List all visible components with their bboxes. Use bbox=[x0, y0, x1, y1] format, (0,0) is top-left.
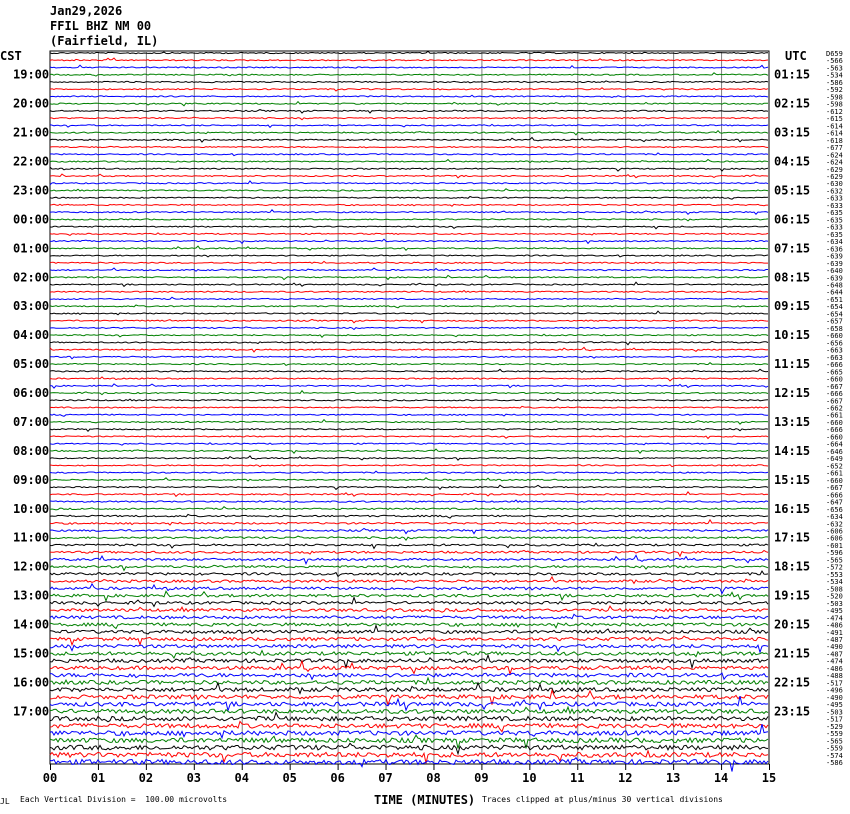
trace-offset-label: -660 bbox=[826, 476, 843, 485]
left-hour-label: 22:00 bbox=[13, 154, 50, 169]
trace-offset-label: -486 bbox=[826, 664, 843, 673]
trace-offset-label: -517 bbox=[826, 715, 843, 724]
trace-offset-label: -639 bbox=[826, 252, 843, 261]
trace-offset-label: -665 bbox=[826, 368, 843, 377]
trace-line bbox=[50, 507, 768, 510]
station-code: FFIL BHZ NM 00 bbox=[50, 19, 152, 33]
trace-offset-label: -654 bbox=[826, 303, 843, 312]
trace-offset-label: -635 bbox=[826, 209, 843, 218]
trace-line bbox=[50, 356, 768, 359]
left-hour-label: 11:00 bbox=[13, 530, 50, 545]
trace-line bbox=[50, 758, 768, 772]
trace-offset-label: -566 bbox=[826, 57, 843, 66]
trace-offset-label: -508 bbox=[826, 585, 843, 594]
trace-line bbox=[50, 536, 768, 540]
left-hour-label: 23:00 bbox=[13, 183, 50, 198]
trace-offset-label: -633 bbox=[826, 223, 843, 232]
trace-line bbox=[50, 384, 768, 388]
left-hour-label: 15:00 bbox=[13, 646, 50, 661]
left-hour-label: 10:00 bbox=[13, 501, 50, 516]
trace-offset-label: -634 bbox=[826, 513, 843, 522]
right-hour-label: 15:15 bbox=[774, 472, 811, 487]
trace-offset-label: -488 bbox=[826, 672, 843, 681]
trace-line bbox=[50, 363, 768, 366]
trace-line bbox=[50, 606, 768, 612]
trace-offset-label: -495 bbox=[826, 607, 843, 616]
trace-offset-label: -636 bbox=[826, 245, 843, 254]
right-hour-label: 21:15 bbox=[774, 646, 811, 661]
trace-offset-label: -630 bbox=[826, 180, 843, 189]
left-hour-label: 05:00 bbox=[13, 357, 50, 372]
trace-line bbox=[50, 655, 768, 668]
trace-offset-label: -664 bbox=[826, 440, 843, 449]
trace-line bbox=[50, 167, 768, 171]
trace-line bbox=[50, 153, 768, 156]
right-hour-label: 16:15 bbox=[774, 501, 811, 516]
right-hour-label: 03:15 bbox=[774, 125, 811, 140]
trace-line bbox=[50, 95, 768, 97]
right-hour-label: 18:15 bbox=[774, 559, 811, 574]
trace-line bbox=[50, 577, 768, 584]
right-hour-label: 11:15 bbox=[774, 357, 811, 372]
trace-line bbox=[50, 420, 768, 425]
left-hour-label: 03:00 bbox=[13, 299, 50, 314]
trace-line bbox=[50, 347, 768, 352]
trace-line bbox=[50, 514, 768, 518]
trace-line bbox=[50, 713, 768, 722]
trace-offset-label: -663 bbox=[826, 353, 843, 362]
trace-line bbox=[50, 255, 768, 257]
trace-line bbox=[50, 124, 768, 127]
trace-line bbox=[50, 189, 768, 192]
trace-offset-label: -606 bbox=[826, 534, 843, 543]
right-hour-label: 08:15 bbox=[774, 270, 811, 285]
trace-offset-label: -586 bbox=[826, 759, 843, 767]
trace-offset-label: -559 bbox=[826, 744, 843, 753]
trace-offset-label: -633 bbox=[826, 201, 843, 210]
x-tick-label: 00 bbox=[42, 771, 58, 785]
trace-offset-label: -667 bbox=[826, 397, 843, 406]
trace-offset-label: -598 bbox=[826, 100, 843, 109]
trace-offset-label: -553 bbox=[826, 570, 843, 579]
trace-offset-label: -654 bbox=[826, 310, 843, 319]
trace-offset-label: -648 bbox=[826, 281, 843, 290]
trace-offset-label: -660 bbox=[826, 418, 843, 427]
trace-line bbox=[50, 181, 768, 185]
trace-line bbox=[50, 334, 768, 337]
left-hour-label: 02:00 bbox=[13, 270, 50, 285]
trace-offset-label: -667 bbox=[826, 382, 843, 391]
trace-line bbox=[50, 138, 768, 143]
trace-offset-label: D659 bbox=[826, 50, 843, 58]
trace-offset-label: -559 bbox=[826, 730, 843, 739]
left-hour-label: 08:00 bbox=[13, 443, 50, 458]
trace-line bbox=[50, 319, 768, 322]
trace-line bbox=[50, 449, 768, 453]
trace-offset-label: -490 bbox=[826, 693, 843, 702]
trace-offset-label: -635 bbox=[826, 216, 843, 225]
trace-line bbox=[50, 751, 768, 764]
x-tick-label: 02 bbox=[138, 771, 154, 785]
trace-offset-label: -496 bbox=[826, 686, 843, 695]
trace-line bbox=[50, 204, 768, 206]
trace-offset-label: -667 bbox=[826, 484, 843, 493]
left-hour-label: 19:00 bbox=[13, 67, 50, 82]
trace-offset-label: -634 bbox=[826, 238, 843, 247]
x-axis-title: TIME (MINUTES) bbox=[374, 793, 476, 807]
trace-line bbox=[50, 636, 768, 645]
station-location: (Fairfield, IL) bbox=[50, 34, 159, 48]
trace-offset-label: -656 bbox=[826, 505, 843, 514]
trace-line bbox=[50, 492, 768, 497]
trace-line bbox=[50, 565, 768, 570]
trace-offset-label: -486 bbox=[826, 621, 843, 630]
x-tick-label: 08 bbox=[426, 771, 441, 785]
trace-offset-label: -663 bbox=[826, 346, 843, 355]
left-hour-label: 07:00 bbox=[13, 414, 50, 429]
trace-offset-label: -596 bbox=[826, 549, 843, 558]
trace-line bbox=[50, 661, 768, 674]
x-tick-label: 01 bbox=[90, 771, 106, 785]
trace-line bbox=[50, 282, 768, 286]
right-hour-label: 23:15 bbox=[774, 704, 811, 719]
x-tick-label: 13 bbox=[665, 771, 681, 785]
trace-line bbox=[50, 614, 768, 619]
x-tick-label: 03 bbox=[186, 771, 202, 785]
trace-line bbox=[50, 443, 768, 446]
trace-offset-label: -586 bbox=[826, 78, 843, 87]
trace-line bbox=[50, 428, 768, 431]
left-hour-label: 06:00 bbox=[13, 386, 50, 401]
scale-note: Each Vertical Division = 100.00 microvolts bbox=[20, 795, 228, 804]
trace-offset-label: -601 bbox=[826, 541, 843, 550]
trace-offset-label: -612 bbox=[826, 107, 843, 116]
trace-line bbox=[50, 598, 768, 607]
trace-offset-label: -474 bbox=[826, 657, 843, 666]
trace-line bbox=[50, 436, 768, 439]
left-hour-label: 17:00 bbox=[13, 704, 50, 719]
trace-line bbox=[50, 707, 768, 713]
trace-line bbox=[50, 645, 768, 653]
left-hour-label: 14:00 bbox=[13, 617, 50, 632]
trace-offset-label: -644 bbox=[826, 288, 843, 297]
trace-line bbox=[50, 485, 768, 489]
trace-line bbox=[50, 529, 768, 534]
trace-offset-label: -474 bbox=[826, 614, 843, 623]
x-tick-label: 07 bbox=[378, 771, 393, 785]
trace-offset-label: -666 bbox=[826, 426, 843, 435]
left-hour-label: 01:00 bbox=[13, 241, 50, 256]
trace-line bbox=[50, 146, 768, 148]
right-hour-label: 19:15 bbox=[774, 588, 811, 603]
trace-offset-label: -615 bbox=[826, 115, 843, 124]
trace-offset-label: -565 bbox=[826, 556, 843, 565]
trace-offset-label: -598 bbox=[826, 93, 843, 102]
trace-line bbox=[50, 275, 768, 279]
left-hour-label: 16:00 bbox=[13, 675, 50, 690]
trace-line bbox=[50, 65, 768, 68]
right-hour-label: 01:15 bbox=[774, 67, 811, 82]
trace-line bbox=[50, 678, 768, 684]
right-hour-label: 06:15 bbox=[774, 212, 811, 227]
trace-offset-label: -661 bbox=[826, 469, 843, 478]
trace-offset-label: -490 bbox=[826, 643, 843, 652]
trace-offset-label: -639 bbox=[826, 259, 843, 268]
trace-line bbox=[50, 239, 768, 243]
trace-line bbox=[50, 311, 768, 315]
trace-offset-label: -529 bbox=[826, 722, 843, 731]
trace-line bbox=[50, 58, 768, 61]
trace-line bbox=[50, 341, 768, 344]
trace-offset-label: -624 bbox=[826, 158, 843, 167]
trace-offset-label: -649 bbox=[826, 455, 843, 464]
trace-line bbox=[50, 743, 768, 753]
left-hour-label: 13:00 bbox=[13, 588, 50, 603]
trace-offset-label: -632 bbox=[826, 520, 843, 529]
right-hour-label: 09:15 bbox=[774, 299, 811, 314]
trace-offset-label: -503 bbox=[826, 708, 843, 717]
trace-line bbox=[50, 297, 768, 299]
right-hour-label: 13:15 bbox=[774, 414, 811, 429]
trace-offset-label: -677 bbox=[826, 144, 843, 153]
x-tick-label: 11 bbox=[570, 771, 585, 785]
trace-line bbox=[50, 51, 768, 53]
trace-line bbox=[50, 471, 768, 473]
clip-note: Traces clipped at plus/minus 30 vertical divisions bbox=[482, 795, 723, 804]
trace-offset-label: -647 bbox=[826, 498, 843, 507]
x-tick-label: 09 bbox=[474, 771, 489, 785]
trace-offset-label: -660 bbox=[826, 375, 843, 384]
trace-line bbox=[50, 174, 768, 178]
trace-offset-label: -660 bbox=[826, 332, 843, 341]
trace-line bbox=[50, 391, 768, 395]
left-hour-label: 21:00 bbox=[13, 125, 50, 140]
trace-offset-label: -657 bbox=[826, 317, 843, 326]
trace-line bbox=[50, 233, 768, 236]
trace-offset-label: -487 bbox=[826, 636, 843, 645]
trace-line bbox=[50, 110, 768, 113]
left-timezone-label: CST bbox=[0, 49, 22, 63]
trace-line bbox=[50, 261, 768, 263]
trace-line bbox=[50, 414, 768, 416]
trace-offset-label: -633 bbox=[826, 194, 843, 203]
trace-offset-label: -656 bbox=[826, 339, 843, 348]
trace-line bbox=[50, 500, 768, 502]
right-hour-label: 10:15 bbox=[774, 328, 811, 343]
right-hour-label: 20:15 bbox=[774, 617, 811, 632]
trace-line bbox=[50, 465, 768, 467]
trace-offset-label: -563 bbox=[826, 64, 843, 73]
x-tick-label: 04 bbox=[234, 771, 249, 785]
trace-offset-label: -640 bbox=[826, 267, 843, 276]
right-hour-label: 17:15 bbox=[774, 530, 811, 545]
trace-line bbox=[50, 268, 768, 271]
trace-line bbox=[50, 399, 768, 402]
right-hour-label: 05:15 bbox=[774, 183, 811, 198]
trace-line bbox=[50, 555, 768, 563]
left-hour-label: 20:00 bbox=[13, 96, 50, 111]
right-hour-label: 07:15 bbox=[774, 241, 811, 256]
trace-offset-label: -565 bbox=[826, 737, 843, 746]
left-hour-label: 09:00 bbox=[13, 472, 50, 487]
trace-offset-label: -666 bbox=[826, 361, 843, 370]
trace-line bbox=[50, 673, 768, 679]
trace-line bbox=[50, 406, 768, 408]
trace-offset-label: -660 bbox=[826, 433, 843, 442]
right-hour-label: 22:15 bbox=[774, 675, 811, 690]
trace-offset-label: -624 bbox=[826, 151, 843, 160]
right-hour-label: 04:15 bbox=[774, 154, 811, 169]
trace-line bbox=[50, 327, 768, 330]
trace-offset-label: -632 bbox=[826, 187, 843, 196]
trace-offset-label: -487 bbox=[826, 650, 843, 659]
left-hour-label: 00:00 bbox=[13, 212, 50, 227]
trace-line bbox=[50, 81, 768, 83]
trace-offset-label: -635 bbox=[826, 230, 843, 239]
x-tick-label: 10 bbox=[522, 771, 537, 785]
right-hour-label: 14:15 bbox=[774, 443, 811, 458]
trace-line bbox=[50, 377, 768, 381]
left-hour-label: 12:00 bbox=[13, 559, 50, 574]
x-tick-label: 12 bbox=[617, 771, 633, 785]
trace-line bbox=[50, 88, 768, 91]
trace-line bbox=[50, 226, 768, 229]
trace-line bbox=[50, 584, 768, 594]
trace-line bbox=[50, 478, 768, 481]
trace-offset-label: -503 bbox=[826, 599, 843, 608]
trace-line bbox=[50, 246, 768, 250]
trace-offset-label: -574 bbox=[826, 751, 843, 760]
trace-line bbox=[50, 160, 768, 163]
trace-offset-label: -666 bbox=[826, 390, 843, 399]
trace-offset-label: -614 bbox=[826, 122, 843, 131]
trace-offset-label: -618 bbox=[826, 136, 843, 145]
x-tick-label: 05 bbox=[282, 771, 297, 785]
corner-mark: JL bbox=[0, 797, 10, 806]
trace-offset-label: -666 bbox=[826, 491, 843, 500]
trace-offset-label: -534 bbox=[826, 71, 843, 80]
trace-line bbox=[50, 591, 768, 600]
trace-line bbox=[50, 117, 768, 120]
trace-line bbox=[50, 218, 768, 221]
trace-line bbox=[50, 651, 768, 658]
trace-line bbox=[50, 543, 768, 548]
trace-offset-label: -652 bbox=[826, 462, 843, 471]
trace-line bbox=[50, 102, 768, 106]
right-timezone-label: UTC bbox=[785, 49, 807, 63]
trace-offset-label: -661 bbox=[826, 411, 843, 420]
trace-line bbox=[50, 73, 768, 76]
trace-line bbox=[50, 291, 768, 293]
right-hour-label: 12:15 bbox=[774, 386, 811, 401]
trace-offset-label: -606 bbox=[826, 527, 843, 536]
trace-line bbox=[50, 550, 768, 556]
trace-offset-label: -520 bbox=[826, 592, 843, 601]
trace-line bbox=[50, 305, 768, 308]
right-hour-label: 02:15 bbox=[774, 96, 811, 111]
trace-line bbox=[50, 626, 768, 635]
trace-offset-label: -646 bbox=[826, 447, 843, 456]
x-tick-label: 14 bbox=[713, 771, 729, 785]
trace-offset-label: -491 bbox=[826, 628, 843, 637]
trace-offset-label: -629 bbox=[826, 165, 843, 174]
trace-offset-label: -592 bbox=[826, 86, 843, 95]
trace-offset-label: -639 bbox=[826, 274, 843, 283]
trace-line bbox=[50, 721, 768, 731]
trace-line bbox=[50, 571, 768, 576]
trace-offset-label: -572 bbox=[826, 563, 843, 572]
trace-line bbox=[50, 456, 768, 460]
trace-offset-label: -629 bbox=[826, 172, 843, 181]
trace-offset-label: -517 bbox=[826, 679, 843, 688]
trace-offset-label: -651 bbox=[826, 295, 843, 304]
trace-line bbox=[50, 197, 768, 200]
trace-offset-label: -495 bbox=[826, 701, 843, 710]
x-tick-label: 15 bbox=[761, 771, 777, 785]
trace-offset-label: -614 bbox=[826, 129, 843, 138]
plot-date: Jan29,2026 bbox=[50, 4, 123, 18]
trace-line bbox=[50, 210, 768, 215]
trace-line bbox=[50, 623, 768, 629]
trace-line bbox=[50, 520, 768, 525]
trace-line bbox=[50, 369, 768, 372]
trace-offset-label: -534 bbox=[826, 578, 843, 587]
trace-line bbox=[50, 131, 768, 135]
trace-offset-label: -662 bbox=[826, 404, 843, 413]
trace-offset-label: -658 bbox=[826, 324, 843, 333]
left-hour-label: 04:00 bbox=[13, 328, 50, 343]
x-tick-label: 06 bbox=[330, 771, 345, 785]
